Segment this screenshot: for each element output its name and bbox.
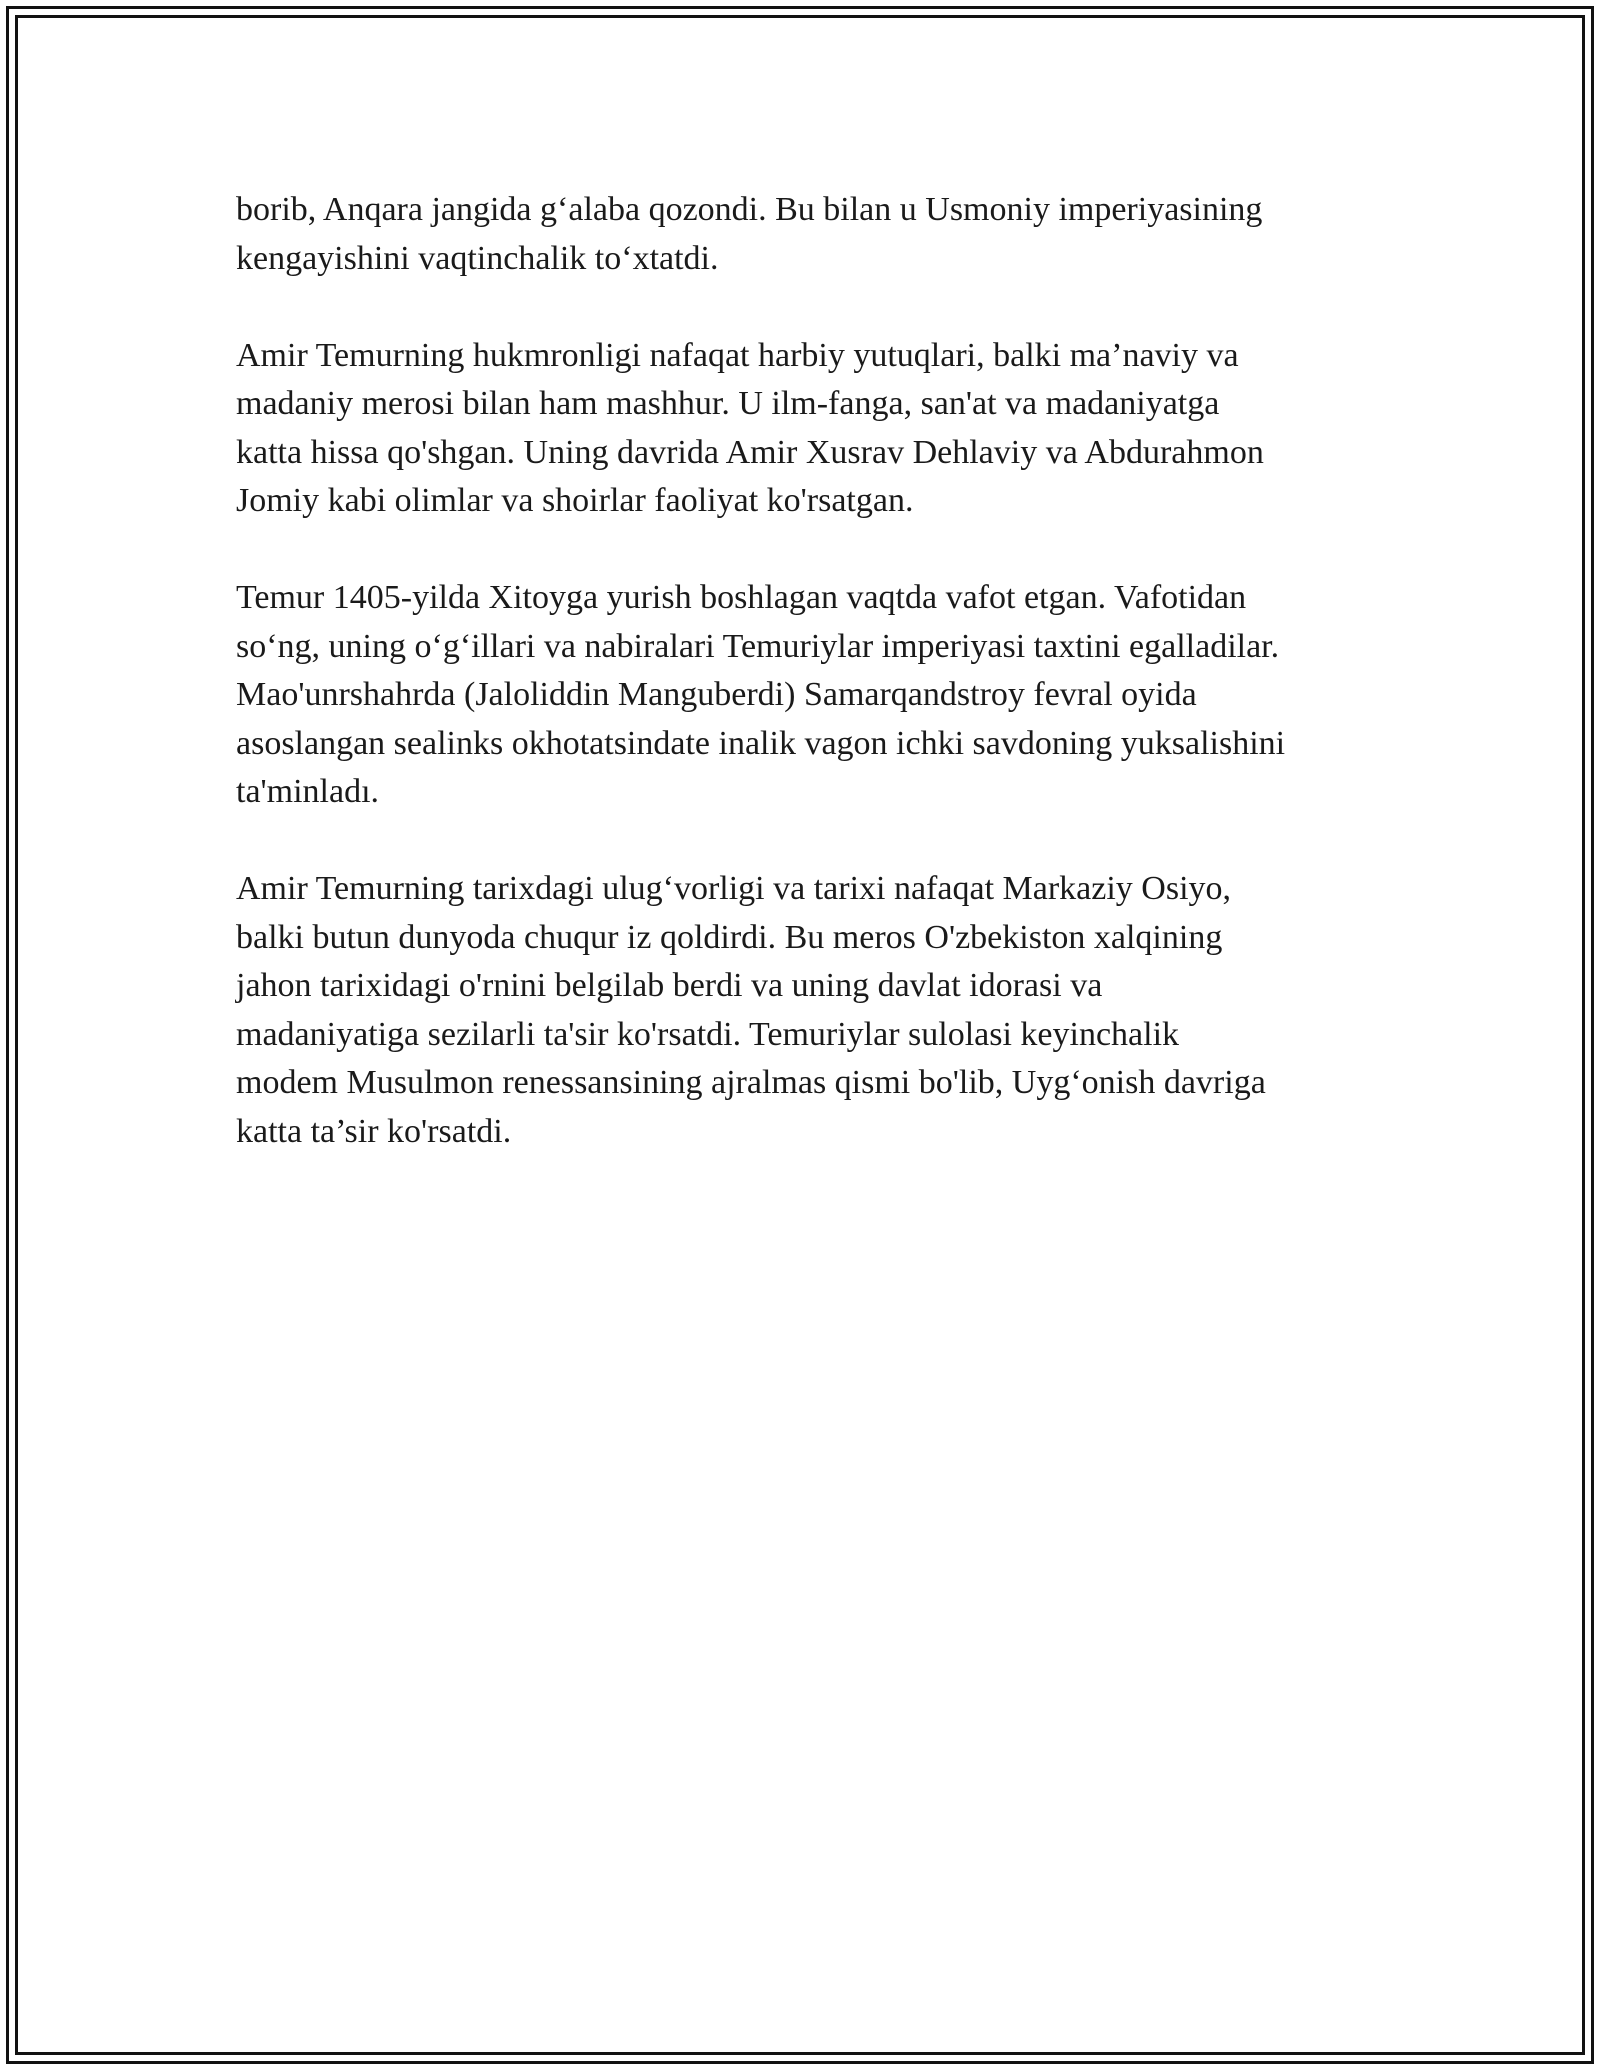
paragraph-3: Temur 1405-yilda Xitoyga yurish boshlagan vaqtda vafot etgan. Vafotidan so‘ng, uning o‘g‘illari va nabiralari Temuriylar imperiyasi taxtini egalladilar. Mao'unrshahrda (Jaloliddin Manguberdi) Samarqandstroy fevral oyida asoslangan sealinks okhotatsindate inalik vagon ichki savdoning yuksalishini ta'minladı. <box>236 579 1286 810</box>
document-body <box>236 186 1386 1156</box>
paragraph-1: borib, Anqara jangida g‘alaba qozondi. Bu bilan u Usmoniy imperiyasining kengayishini vaqtinchalik to‘xtatdi. <box>236 191 1263 277</box>
paragraph-2: Amir Temurning hukmronligi nafaqat harbiy yutuqlari, balki ma’naviy va madaniy merosi bilan ham mashhur. U ilm-fanga, san'at va madaniyatga katta hissa qo'shgan. Uning davrida Amir Xusrav Dehlaviy va Abdurahmon Jomiy kabi olimlar va shoirlar faoliyat ko'rsatgan. <box>236 336 1264 519</box>
paragraph-4: Amir Temurning tarixdagi ulug‘vorligi va tarixi nafaqat Markaziy Osiyo, balki butun dunyoda chuqur iz qoldirdi. Bu meros O'zbekiston xalqining jahon tarixidagi o'rnini belgilab berdi va uning davlat idorasi va madaniyatiga sezilarli ta'sir ko'rsatdi. Temuriylar sulolasi keyinchalik modem Musulmon renessansining ajralmas qismi bo'lib, Uyg‘onish davriga katta ta’sir ko'rsatdi. <box>236 870 1266 1150</box>
